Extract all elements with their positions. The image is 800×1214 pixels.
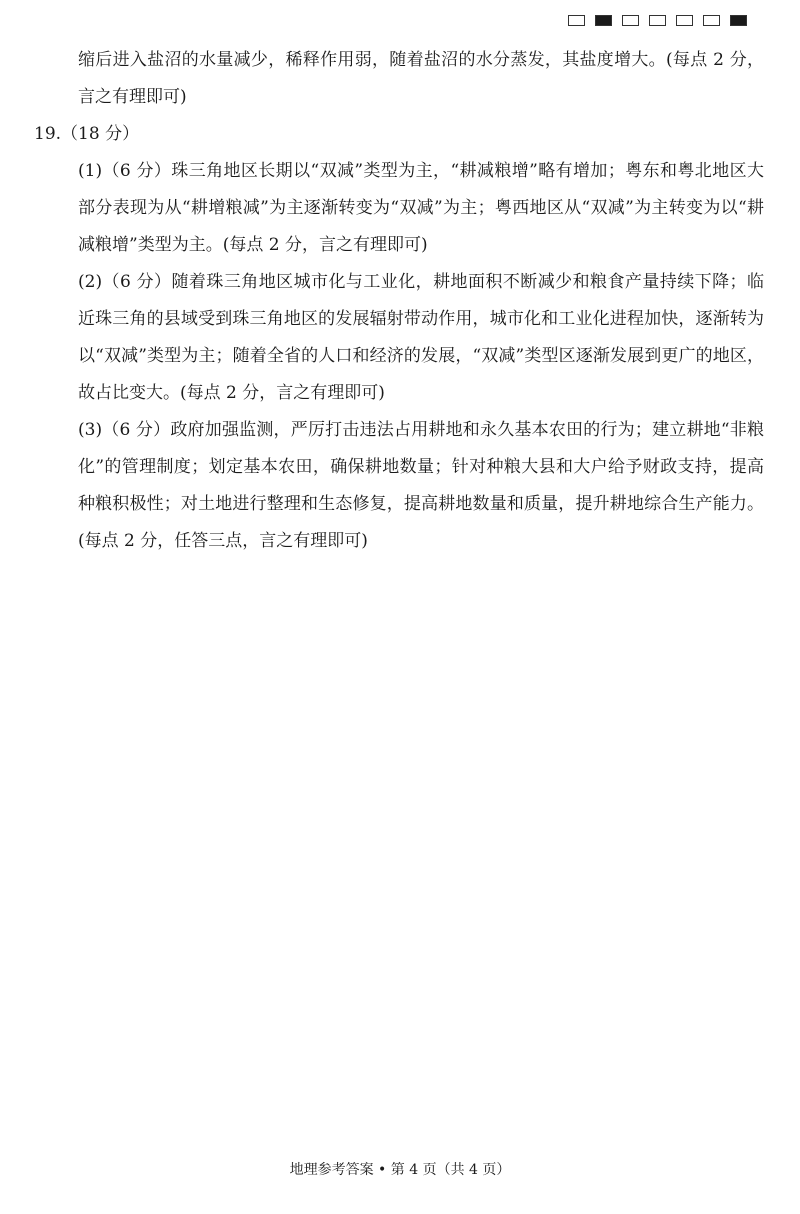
- continuation-paragraph: 缩后进入盐沼的水量减少，稀释作用弱，随着盐沼的水分蒸发，其盐度增大。(每点 2 分，言之有理即可): [78, 50, 764, 107]
- answer-content: [0, 42, 800, 560]
- page-mark: [676, 15, 693, 26]
- page-mark: [730, 15, 747, 26]
- page-mark: [703, 15, 720, 26]
- question-19-heading: 19.（18 分）: [34, 124, 140, 144]
- page-mark: [595, 15, 612, 26]
- question-19-part-2: (2)（6 分）随着珠三角地区城市化与工业化，耕地面积不断减少和粮食产量持续下降；临近珠三角的县域受到珠三角地区的发展辐射带动作用，城市化和工业化进程加快，逐渐转为以“双减”类型为主；随着全省的人口和经济的发展，“双减”类型区逐渐发展到更广的地区，故占比变大。(每点 2 分，言之有理即可): [78, 272, 764, 403]
- page-mark: [649, 15, 666, 26]
- page-mark: [568, 15, 585, 26]
- page-footer: 地理参考答案 • 第 4 页（共 4 页）: [289, 1162, 511, 1178]
- page-mark: [622, 15, 639, 26]
- question-19-part-3: (3)（6 分）政府加强监测，严厉打击违法占用耕地和永久基本农田的行为；建立耕地“非粮化”的管理制度；划定基本农田，确保耕地数量；针对种粮大县和大户给予财政支持，提高种粮积极性；对土地进行整理和生态修复，提高耕地数量和质量，提升耕地综合生产能力。(每点 2 分，任答三点，言之有理即可): [78, 420, 764, 551]
- page-marks: [568, 15, 747, 26]
- question-19-part-1: (1)（6 分）珠三角地区长期以“双减”类型为主，“耕减粮增”略有增加；粤东和粤北地区大部分表现为从“耕增粮减”为主逐渐转变为“双减”为主；粤西地区从“双减”为主转变为以“耕减粮增”类型为主。(每点 2 分，言之有理即可): [78, 161, 764, 255]
